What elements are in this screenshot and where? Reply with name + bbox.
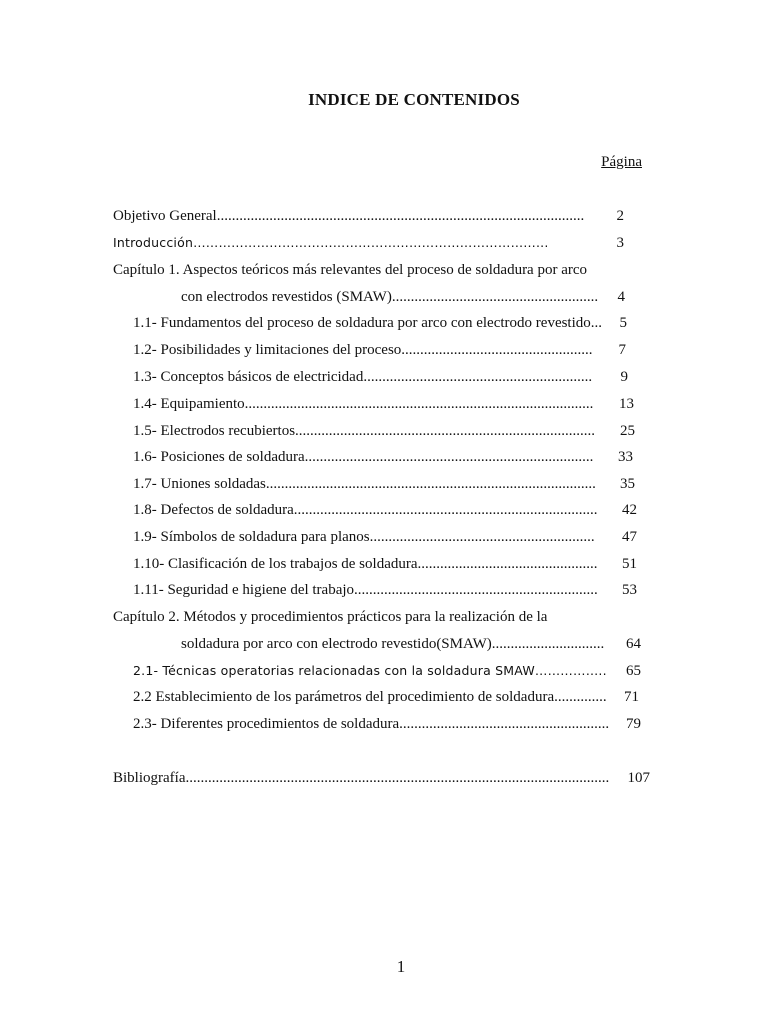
toc-entry-1-10: 1.10- Clasificación de los trabajos de soldadura................................................	[133, 556, 598, 572]
toc-page-number: 4	[617, 289, 625, 305]
toc-page-number: 25	[620, 423, 635, 439]
toc-entry-2-1: 2.1- Técnicas operatorias relacionadas con la soldadura SMAW……………..	[133, 663, 607, 678]
toc-page-number: 33	[618, 449, 633, 465]
toc-page-number: 64	[626, 636, 641, 652]
toc-entry-capitulo-2-cont: soldadura por arco con electrodo revestido(SMAW)..............................	[181, 636, 605, 652]
footer-page-number: 1	[396, 957, 406, 976]
toc-page-number: 13	[619, 396, 634, 412]
toc-page-number: 42	[622, 502, 637, 518]
page-column-header: Página	[601, 154, 642, 170]
page-title: INDICE DE CONTENIDOS	[308, 90, 520, 109]
toc-entry-1-5: 1.5- Electrodos recubiertos................................................................................	[133, 423, 596, 439]
toc-entry-1-8: 1.8- Defectos de soldadura.................................................................................	[133, 502, 598, 518]
toc-page-number: 47	[622, 529, 637, 545]
toc-page-number: 71	[624, 689, 639, 705]
toc-page-number: 9	[620, 369, 628, 385]
toc-page-number: 3	[616, 235, 624, 251]
toc-entry-introduccion: Introducción………………………………………………………………………...	[113, 235, 549, 250]
toc-page-number: 107	[627, 770, 650, 786]
toc-entry-2-2: 2.2 Establecimiento de los parámetros del procedimiento de soldadura..............	[133, 689, 607, 705]
toc-entry-1-2: 1.2- Posibilidades y limitaciones del proceso...................................................	[133, 342, 593, 358]
toc-entry-1-7: 1.7- Uniones soldadas........................................................................................	[133, 476, 596, 492]
toc-page-number: 2	[616, 208, 624, 224]
toc-entry-1-4: 1.4- Equipamiento.............................................................................................	[133, 396, 594, 412]
toc-page-number: 5	[619, 315, 627, 331]
toc-page-number: 51	[622, 556, 637, 572]
toc-entry-2-3: 2.3- Diferentes procedimientos de soldadura........................................................	[133, 716, 610, 732]
toc-page-number: 7	[618, 342, 626, 358]
toc-entry-1-11: 1.11- Seguridad e higiene del trabajo.................................................................	[133, 582, 598, 598]
toc-entry-1-3: 1.3- Conceptos básicos de electricidad.............................................................	[133, 369, 593, 385]
toc-entry-objetivo-general: Objetivo General..................................................................................................	[113, 208, 585, 224]
toc-page-number: 35	[620, 476, 635, 492]
toc-entry-bibliografia: Bibliografía.................................................................................................................	[113, 770, 610, 786]
toc-entry-capitulo-2: Capítulo 2. Métodos y procedimientos prácticos para la realización de la	[113, 609, 548, 625]
toc-page-number: 79	[626, 716, 641, 732]
toc-page-number: 53	[622, 582, 637, 598]
toc-entry-1-1: 1.1- Fundamentos del proceso de soldadura por arco con electrodo revestido...	[133, 315, 603, 331]
toc-entry-1-6: 1.6- Posiciones de soldadura.............................................................................	[133, 449, 594, 465]
toc-entry-capitulo-1-cont: con electrodos revestidos (SMAW).......................................................	[181, 289, 599, 305]
toc-page-number: 65	[626, 663, 641, 679]
toc-entry-1-9: 1.9- Símbolos de soldadura para planos............................................................	[133, 529, 595, 545]
toc-entry-capitulo-1: Capítulo 1. Aspectos teóricos más relevantes del proceso de soldadura por arco	[113, 262, 588, 278]
